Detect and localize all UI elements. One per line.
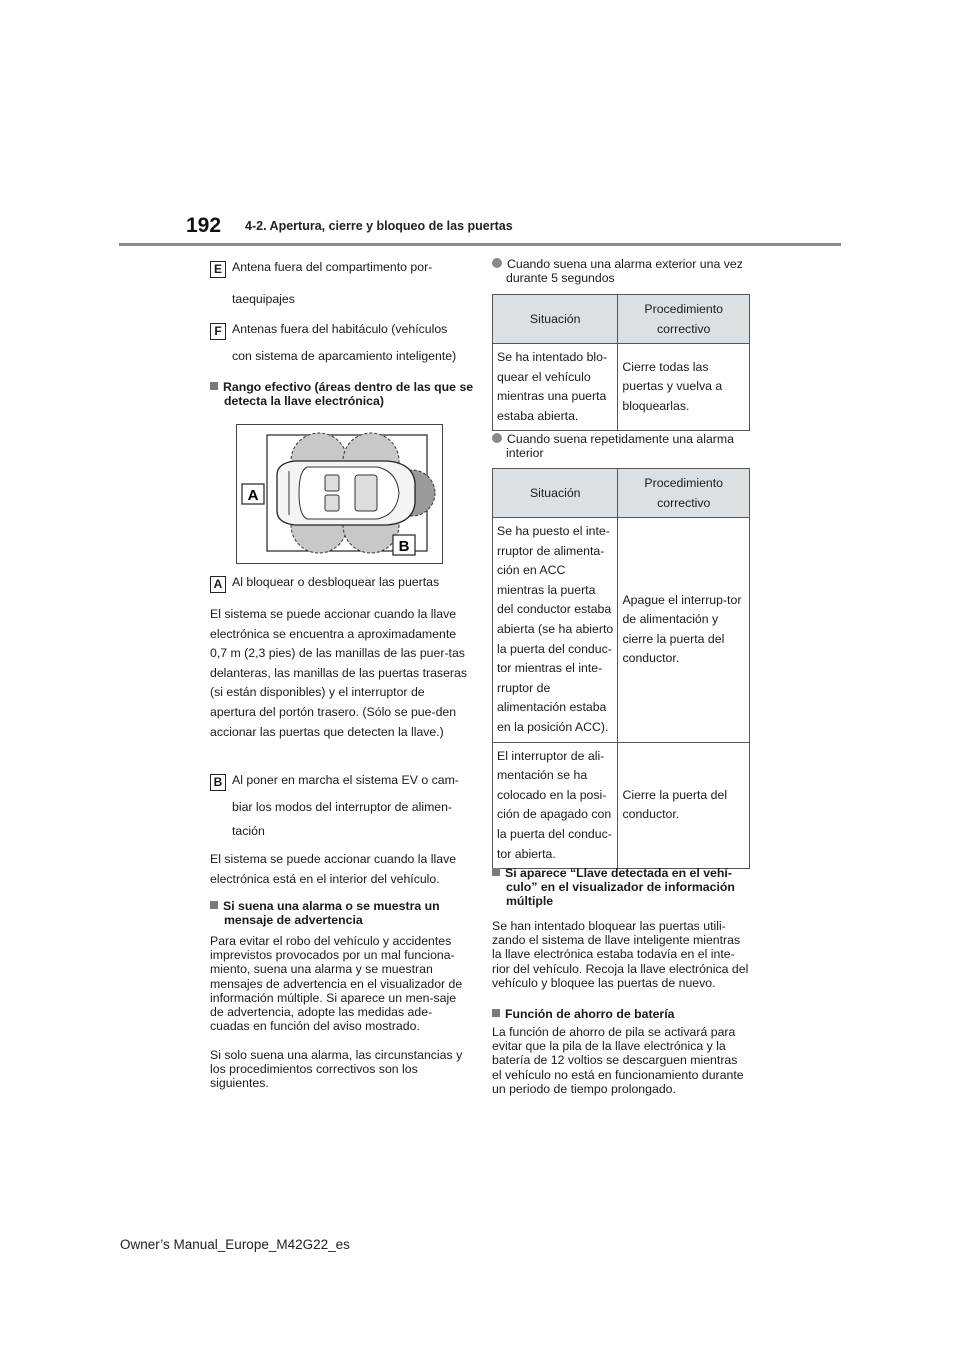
key-detected-heading-text: Si aparece “Llave detectada en el vehí-culo” en el visualizador de información múltiple (505, 866, 735, 908)
table1-header-procedimiento: Procedimiento correctivo (618, 295, 750, 344)
circle-bullet-icon (492, 433, 502, 443)
battery-saving-paragraph: La función de ahorro de pila se activará para evitar que la pila de la llave electrónica y la batería de 12 voltios se descarguen mientras el vehículo no está en funcionamiento durante un periodo de tiempo prolongado. (492, 1025, 744, 1096)
item-f-text: Antenas fuera del habitáculo (vehículos (232, 322, 448, 336)
item-f-text-cont: con sistema de aparcamiento inteligente) (232, 349, 457, 363)
diagram-label-b: B (398, 538, 410, 555)
badge-e: E (210, 261, 226, 278)
item-b-text: Al poner en marcha el sistema EV o cam- (232, 773, 459, 787)
item-b-text-cont2: tación (232, 824, 265, 838)
table-row (493, 518, 750, 743)
item-f (210, 320, 468, 340)
item-a-text: Al bloquear o desbloquear las puertas (232, 575, 440, 589)
square-bullet-icon (492, 1009, 500, 1017)
square-bullet-icon (210, 382, 218, 390)
page-number: 192 (186, 214, 222, 237)
table2-row1-procedure: Apague el interrup-tor de alimentación y cierre la puerta del conductor. (618, 518, 750, 743)
item-a (210, 573, 468, 593)
table2-header-situacion: Situación (493, 469, 618, 518)
table2-header-procedimiento: Procedimiento correctivo (618, 469, 750, 518)
range-heading (210, 380, 474, 408)
square-bullet-icon (210, 901, 218, 909)
item-b-text-cont: biar los modos del interruptor de alimen- (232, 800, 453, 814)
table1-header-situacion: Situación (493, 295, 618, 344)
header-divider (119, 243, 841, 246)
alarm-heading-text: Si suena una alarma o se muestra un mensaje de advertencia (223, 899, 440, 927)
table1-cell-situation: Se ha intentado blo-quear el vehículo mientras una puerta estaba abierta. (493, 344, 618, 431)
bullet-interior-alarm-text: Cuando suena repetidamente una alarma interior (506, 432, 734, 461)
badge-b: B (210, 774, 226, 791)
key-detected-paragraph: Se han intentado bloquear las puertas utili-zando el sistema de llave inteligente mientras la llave electrónica estaba todavía en el inte-rior del vehículo. Recoja la llave electrónica del vehículo y bloquee las puertas de nuevo. (492, 919, 749, 990)
a-paragraph: El sistema se puede accionar cuando la llave electrónica se encuentra a aproximadamente 0,7 m (2,3 pies) de las manillas de las puer-tas delanteras, las manillas de las puertas traseras (si están disponibles) y el interruptor de apertura del portón trasero. (Sólo se pue-den accionar las puertas que detecten la llave.) (210, 607, 467, 739)
table-row (493, 742, 750, 869)
detection-range-diagram (236, 424, 443, 564)
bullet-interior-alarm (492, 432, 756, 460)
square-bullet-icon (492, 868, 500, 876)
item-b (210, 771, 468, 791)
badge-f: F (210, 323, 226, 340)
badge-a: A (210, 576, 226, 593)
diagram-label-a: A (247, 487, 259, 504)
battery-saving-heading-text: Función de ahorro de batería (505, 1007, 675, 1021)
circle-bullet-icon (492, 258, 502, 268)
bullet-exterior-alarm (492, 257, 756, 285)
bullet-exterior-alarm-text: Cuando suena una alarma exterior una vez durante 5 segundos (506, 257, 743, 286)
b-paragraph: El sistema se puede accionar cuando la llave electrónica está en el interior del vehículo. (210, 852, 457, 886)
alarm-paragraph-2: Si solo suena una alarma, las circunstancias y los procedimientos correctivos son los siguientes. (210, 1048, 463, 1091)
alarm-heading (210, 899, 474, 927)
item-e-text: Antena fuera del compartimento por- (232, 260, 433, 274)
table-interior-alarm (492, 468, 750, 869)
item-e-text-cont: taequipajes (232, 292, 295, 306)
table2-row1-situation: Se ha puesto el inte-rruptor de alimenta-ción en ACC mientras la puerta del conductor estaba abierta (se ha abierto la puerta del conduc-tor mientras el inte-rruptor de alimentación estaba en la posición ACC). (493, 518, 618, 743)
item-e (210, 258, 468, 278)
table1-cell-procedure: Cierre todas las puertas y vuelva a bloquearlas. (618, 344, 750, 431)
table-exterior-alarm (492, 294, 750, 431)
section-title: 4-2. Apertura, cierre y bloqueo de las puertas (245, 219, 513, 233)
car-top-view-illustration (237, 425, 442, 563)
footer-manual-id: Owner’s Manual_Europe_M42G22_es (120, 1237, 350, 1252)
battery-saving-heading (492, 1007, 756, 1021)
range-heading-text: Rango efectivo (áreas dentro de las que se detecta la llave electrónica) (223, 380, 474, 408)
alarm-paragraph: Para evitar el robo del vehículo y accidentes imprevistos provocados por un mal funciona-miento, suena una alarma y se muestran mensajes de advertencia en el visualizador de información múltiple. Si aparece un men-saje de advertencia, adopte las medidas ade-cuadas en función del aviso mostrado. (210, 934, 463, 1034)
key-detected-heading (492, 866, 756, 908)
table2-row2-situation: El interruptor de ali-mentación se ha colocado en la posi-ción de apagado con la puerta del conduc-tor abierta. (493, 742, 618, 869)
table-row (493, 344, 750, 431)
table2-row2-procedure: Cierre la puerta del conductor. (618, 742, 750, 869)
